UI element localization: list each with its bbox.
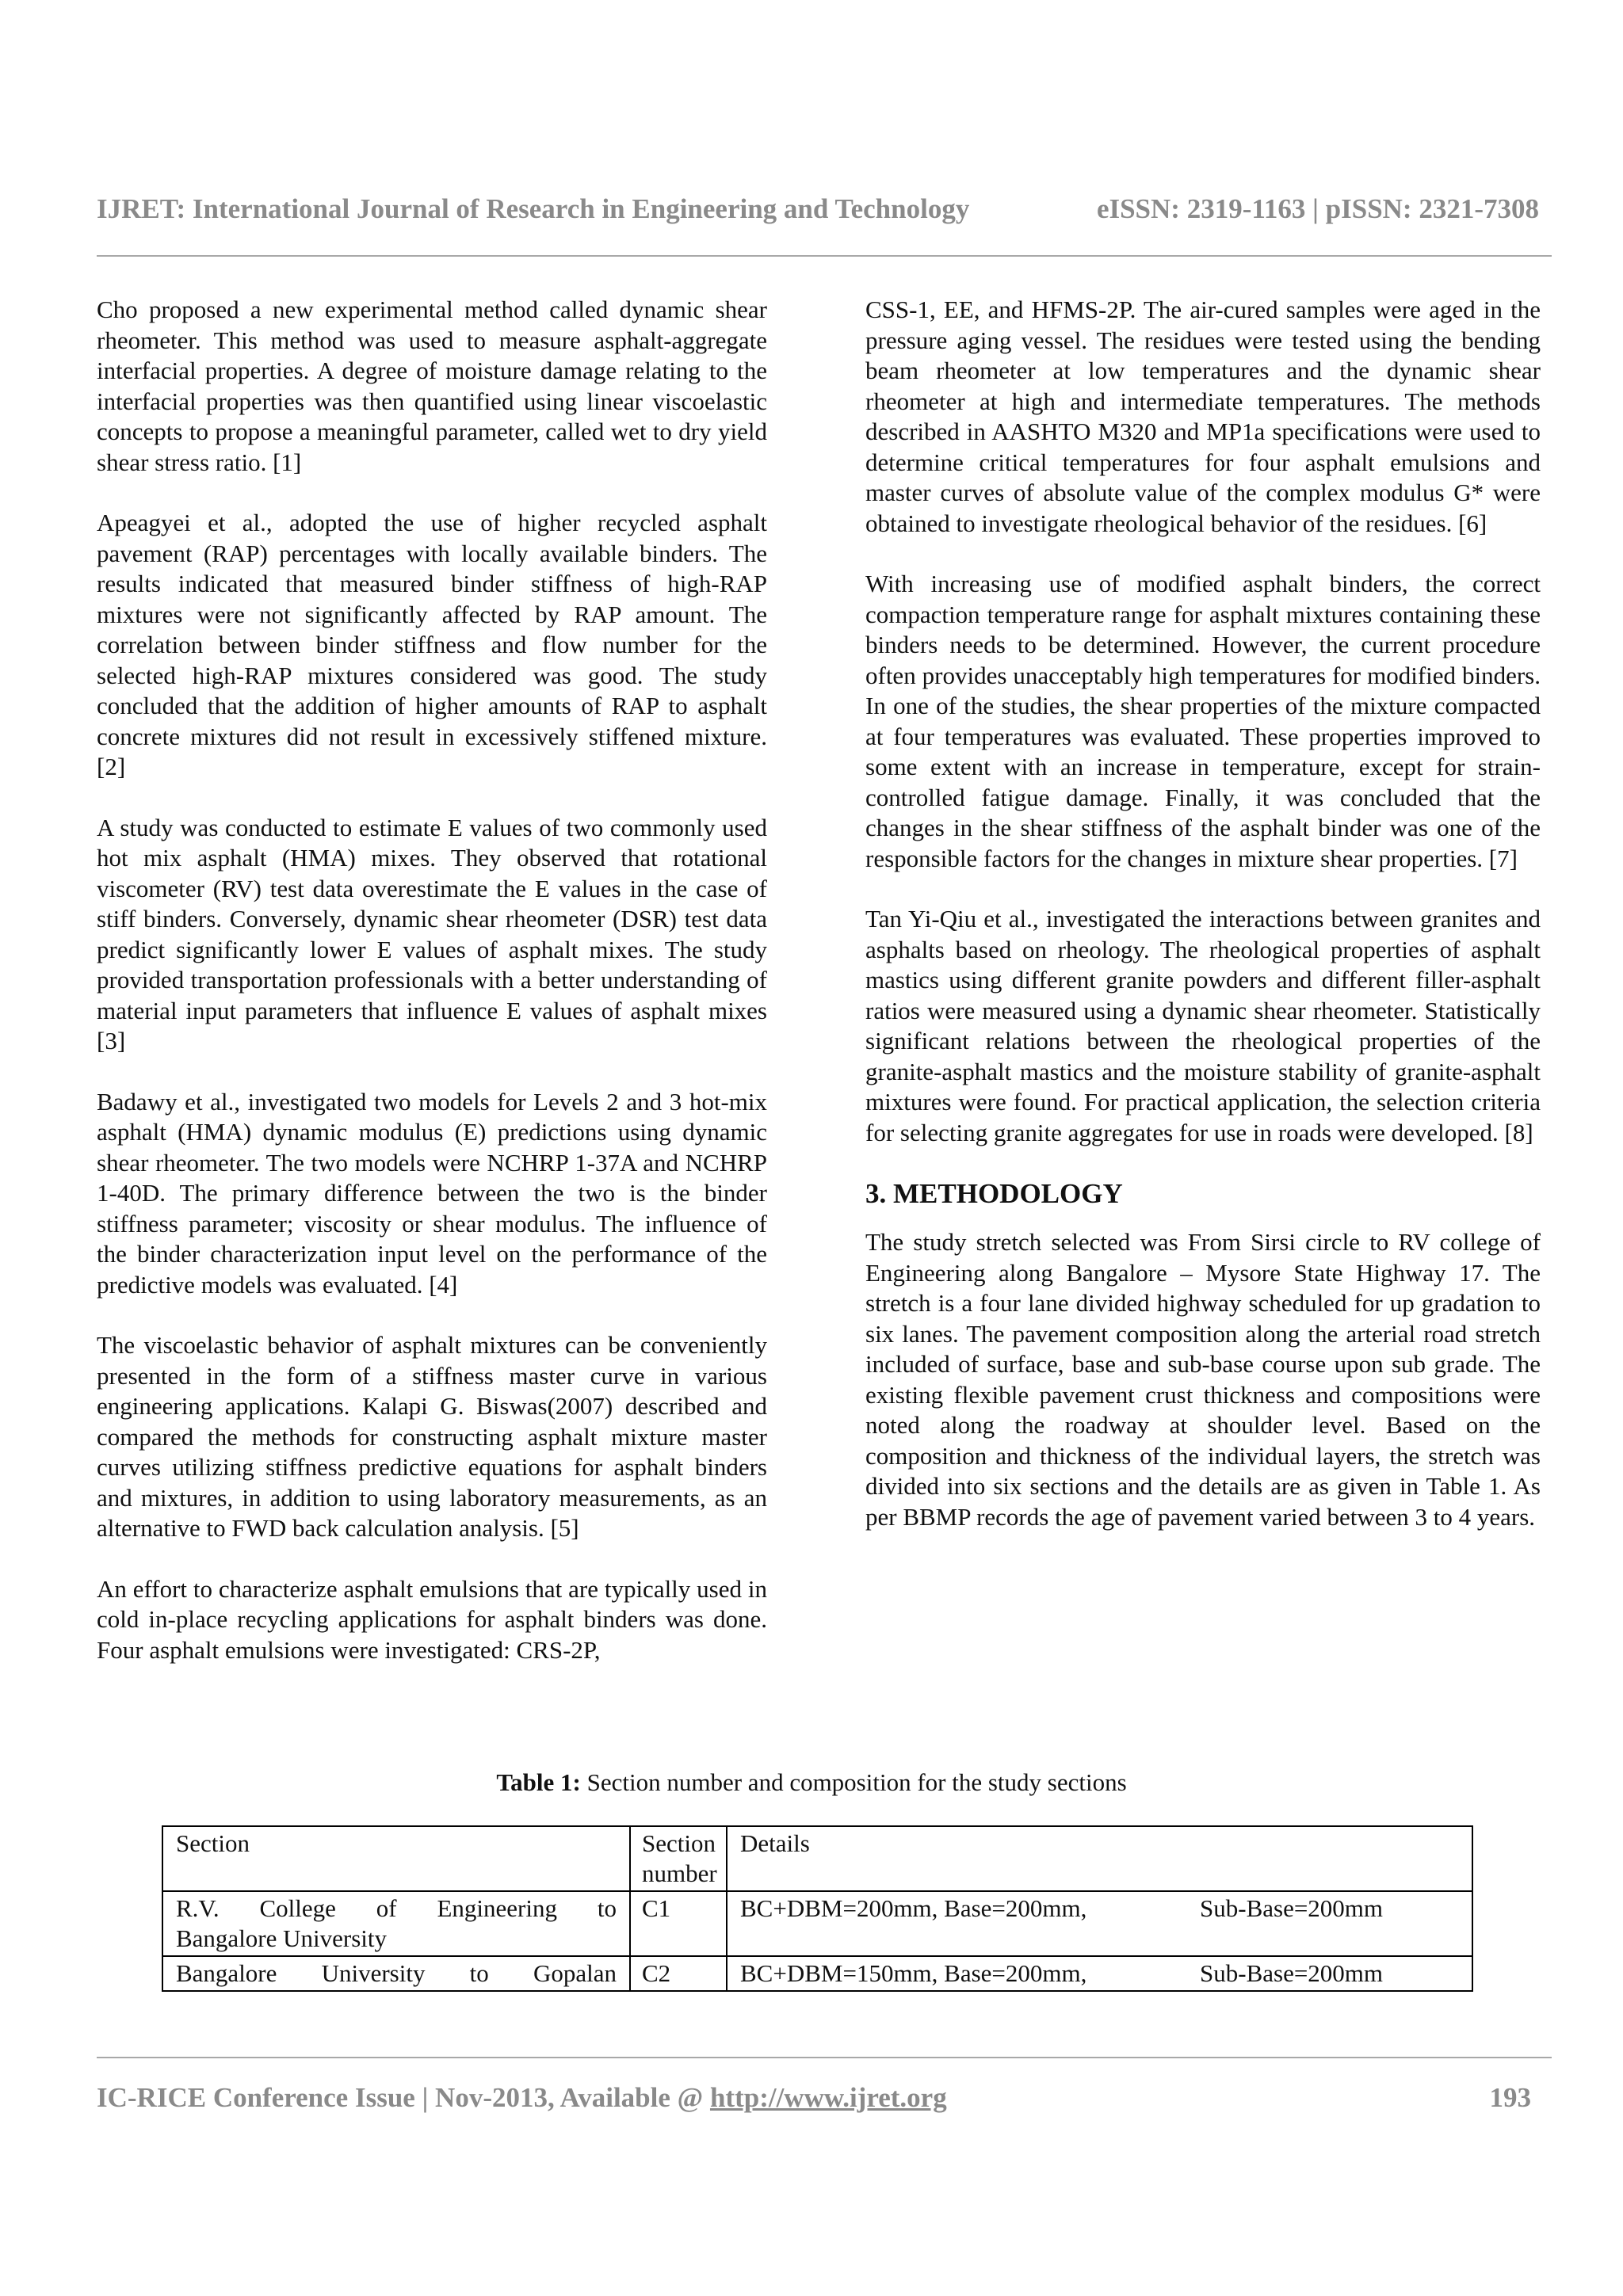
section-line: Bangalore University to Gopalan [176, 1959, 617, 1987]
paragraph: CSS-1, EE, and HFMS-2P. The air-cured samples were aged in the pressure aging vessel. The residues were tested using the bending beam rheometer at low temperatures and the dynamic shear rheometer at high and intermediate temperatures. The methods described in AASHTO M320 and MP1a specifications were used to determine critical temperatures for four asphalt emulsions and master curves of absolute value of the complex modulus G* were obtained to investigate rheological behavior of the residues. [6] [865, 296, 1541, 537]
paragraph: A study was conducted to estimate E values of two commonly used hot mix asphalt (HMA) mixes. They observed that rotational viscometer (RV) test data overestimate the E values in the case of stiff binders. Conversely, dynamic shear rheometer (DSR) test data predict significantly lower E values of asphalt mixes. The study provided transportation professionals with a better understanding of material input parameters that influence E values of asphalt mixes [3] [97, 813, 767, 1055]
table-header-row [162, 1826, 1472, 1891]
paragraph: The viscoelastic behavior of asphalt mixtures can be conveniently presented in the form of a stiffness master curve in various engineering applications. Kalapi G. Biswas(2007) described and compared the methods for constructing asphalt mixture master curves utilizing stiffness predictive equations for asphalt binders and mixtures, in addition to using laboratory measurements, as an alternative to FWD back calculation analysis. [5] [97, 1331, 767, 1542]
details-subbase: Sub-Base=200mm [1200, 1959, 1384, 1987]
journal-title: IJRET: International Journal of Research in Engineering and Technology [97, 193, 970, 224]
section-line: R.V. College of Engineering to [176, 1894, 617, 1922]
table-caption-label: Table 1: [496, 1768, 581, 1796]
table-caption [0, 1768, 1623, 1797]
footer-link[interactable]: http://www.ijret.org [709, 2082, 947, 2113]
cell-section [162, 1956, 630, 1991]
cell-details [727, 1956, 1472, 1991]
paragraph: Cho proposed a new experimental method called dynamic shear rheometer. This method was used to measure asphalt-aggregate interfacial properties. A degree of moisture damage relating to the interfacial properties was then quantified using linear viscoelastic concepts to propose a meaningful parameter, called wet to dry yield shear stress ratio. [1] [97, 296, 767, 476]
details-subbase: Sub-Base=200mm [1200, 1894, 1384, 1922]
details-main: BC+DBM=200mm, Base=200mm, [740, 1894, 1087, 1922]
paragraph: The study stretch selected was From Sirsi circle to RV college of Engineering along Bangalore – Mysore State Highway 17. The stretch is a four lane divided highway scheduled for up gradation to six lanes. The pavement composition along the arterial road stretch included of surface, base and sub-base course upon sub grade. The existing flexible pavement crust thickness and compositions were noted along the roadway at shoulder level. Based on the composition and thickness of the individual layers, the stretch was divided into six sections and the details are as given in Table 1. As per BBMP records the age of pavement varied between 3 to 4 years. [865, 1228, 1541, 1531]
header-section-number: Section number [630, 1826, 727, 1891]
footer-text: IC-RICE Conference Issue | Nov-2013, Available @ [97, 2082, 710, 2113]
table-row [162, 1956, 1472, 1991]
section-line: Bangalore University [176, 1924, 388, 1952]
table-caption-text: Section number and composition for the study sections [580, 1768, 1127, 1796]
table-row [162, 1891, 1472, 1956]
header-section: Section [162, 1826, 630, 1891]
right-column [865, 295, 1541, 1562]
composition-table [162, 1825, 1473, 1992]
left-column [97, 295, 767, 1695]
paragraph: Tan Yi-Qiu et al., investigated the interactions between granites and asphalts based on rheology. The rheological properties of asphalt mastics using different granite powders and different filler-asphalt ratios were measured using a dynamic shear rheometer. Statistically significant relations between the rheological properties of the granite-asphalt mastics and the moisture stability of granite-asphalt mixtures were found. For practical application, the selection criteria for selecting granite aggregates for use in roads were developed. [8] [865, 905, 1541, 1146]
cell-number: C2 [630, 1956, 727, 1991]
paragraph: An effort to characterize asphalt emulsions that are typically used in cold in-place recycling applications for asphalt binders was done. Four asphalt emulsions were investigated: CRS-2P, [97, 1574, 767, 1664]
header-rule [97, 255, 1552, 257]
header-details: Details [727, 1826, 1472, 1891]
footer-rule [97, 2057, 1552, 2058]
paragraph: Apeagyei et al., adopted the use of higher recycled asphalt pavement (RAP) percentages with locally available binders. The results indicated that measured binder stiffness of high-RAP mixtures were not significantly affected by RAP amount. The correlation between binder stiffness and flow number for the selected high-RAP mixtures considered was good. The study concluded that the addition of higher amounts of RAP to asphalt concrete mixtures did not result in excessively stiffened mixture. [2] [97, 509, 767, 780]
cell-number: C1 [630, 1891, 727, 1956]
cell-details [727, 1891, 1472, 1956]
details-main: BC+DBM=150mm, Base=200mm, [740, 1959, 1087, 1987]
page-number: 193 [1489, 2082, 1531, 2113]
cell-section [162, 1891, 630, 1956]
section-heading: 3. METHODOLOGY [865, 1178, 1123, 1209]
paragraph: With increasing use of modified asphalt binders, the correct compaction temperature range for asphalt mixtures containing these binders needs to be determined. However, the current procedure often provides unacceptably high temperatures for modified binders. In one of the studies, the shear properties of the mixture compacted at four temperatures was evaluated. These properties improved to some extent with an increase in temperature, except for strain-controlled fatigue damage. Finally, it was concluded that the changes in the shear stiffness of the asphalt binder was one of the responsible factors for the changes in mixture shear properties. [7] [865, 570, 1541, 872]
paragraph: Badawy et al., investigated two models for Levels 2 and 3 hot-mix asphalt (HMA) dynamic modulus (E) predictions using dynamic shear rheometer. The two models were NCHRP 1-37A and NCHRP 1-40D. The primary difference between the two is the binder stiffness parameter; viscosity or shear modulus. The influence of the binder characterization input level on the performance of the predictive models was evaluated. [4] [97, 1087, 767, 1299]
issn: eISSN: 2319-1163 | pISSN: 2321-7308 [1096, 193, 1539, 224]
